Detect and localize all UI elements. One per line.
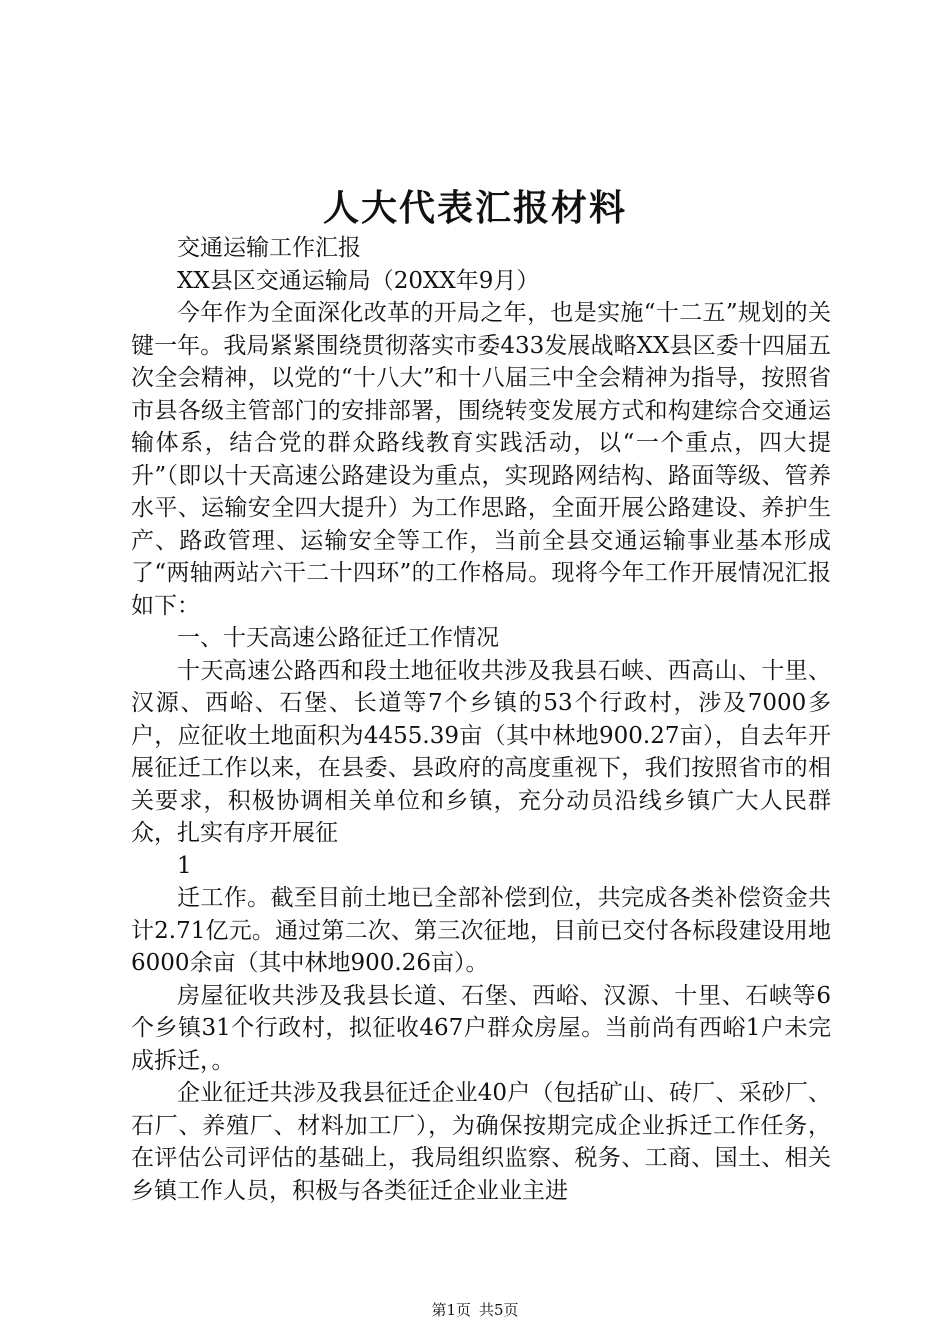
page-number-label: 第1页 bbox=[431, 1301, 471, 1319]
body-paragraph: 企业征迁共涉及我县征迁企业40户（包括矿山、砖厂、采砂厂、石厂、养殖厂、材料加工厂），为确保按期完成企业拆迁工作任务，在评估公司评估的基础上，我局组织监察、税务、工商、国土、相关乡镇工作人员，积极与各类征迁企业业主进 bbox=[131, 1080, 831, 1204]
document-title: 人大代表汇报材料 bbox=[322, 187, 627, 229]
report-subtitle: 交通运输工作汇报 bbox=[177, 235, 361, 261]
body-paragraph: 房屋征收共涉及我县长道、石堡、西峪、汉源、十里、石峡等6个乡镇31个行政村，拟征收467户群众房屋。当前尚有西峪1户未完成拆迁，。 bbox=[131, 982, 831, 1074]
body-paragraph: 今年作为全面深化改革的开局之年，也是实施“十二五”规划的关键一年。我局紧紧围绕贯彻落实市委433发展战略XX县区委十四届五次全会精神，以党的“十八大”和十八届三中全会精神为指导，按照省市县各级主管部门的安排部署，围绕转变发展方式和构建综合交通运输体系，结合党的群众路线教育实践活动，以“一个重点，四大提升”（即以十天高速公路建设为重点，实现路网结构、路面等级、管养水平、运输安全四大提升）为工作思路，全面开展公路建设、养护生产、路政管理、运输安全等工作，当前全县交通运输事业基本形成了“两轴两站六干二十四环”的工作格局。现将今年工作开展情况汇报如下： bbox=[131, 300, 831, 619]
page-total-label: 共5页 bbox=[479, 1301, 519, 1319]
body-paragraph: 十天高速公路西和段土地征收共涉及我县石峡、西高山、十里、汉源、西峪、石堡、长道等7个乡镇的53个行政村，涉及7000多户，应征收土地面积为4455.39亩（其中林地900.27亩），自去年开展征迁工作以来，在县委、县政府的高度重视下，我们按照省市的相关要求，积极协调相关单位和乡镇，充分动员沿线乡镇广大人民群众，扎实有序开展征 bbox=[131, 657, 831, 846]
page-footer bbox=[0, 1300, 950, 1320]
document-body bbox=[131, 232, 831, 1207]
inline-page-number: 1 bbox=[177, 852, 192, 879]
report-author-date: XX县区交通运输局（20XX年9月） bbox=[177, 267, 540, 294]
body-paragraph: 迁工作。截至目前土地已全部补偿到位，共完成各类补偿资金共计2.71亿元。通过第二次、第三次征地，目前已交付各标段建设用地6000余亩（其中林地900.26亩）。 bbox=[131, 885, 831, 976]
section-heading: 一、十天高速公路征迁工作情况 bbox=[177, 625, 499, 651]
